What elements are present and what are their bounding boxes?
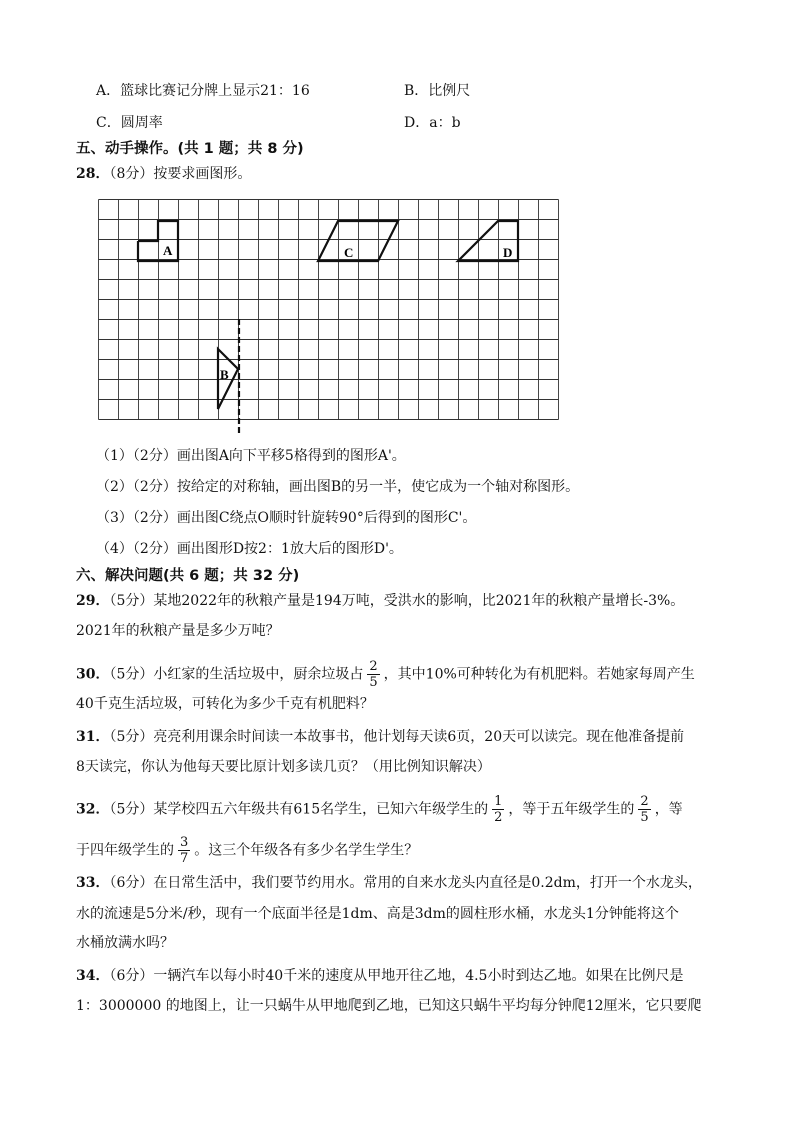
question-32-line-1 (76, 795, 683, 824)
question-33-line-1 (76, 873, 702, 893)
question-text: （5分）亮亮利用课余时间读一本故事书，他计划每天读6页，20天可以读完。现在他准备提前 (109, 729, 685, 745)
question-text: （6分）一辆汽车以每小时40千米的速度从甲地开往乙地，4.5小时到达乙地。如果在比例尺是 (109, 968, 684, 984)
section-5-heading: 五、动手操作。(共 1 题；共 8 分) (76, 141, 304, 157)
question-text: ，等于五年级学生的 (508, 801, 635, 818)
fraction-numerator: 2 (369, 659, 378, 674)
option-a: A．篮球比赛记分牌上显示21：16 (96, 83, 310, 99)
option-b: B．比例尺 (404, 83, 471, 99)
question-number: 29． (76, 593, 110, 609)
question-text: 于四年级学生的 (76, 842, 174, 859)
fraction (178, 836, 190, 865)
shape-a-label: A (163, 243, 173, 258)
shape-b-label: B (220, 367, 229, 382)
subquestion-4: （4）（2分）画出图形D按2：1放大后的图形D'。 (96, 541, 403, 557)
fraction-numerator: 2 (640, 794, 649, 809)
question-33-line-2: 水的流速是5分米/秒，现有一个底面半径是1dm、高是3dm的圆柱形水桶，水龙头1分钟能将这个 (76, 906, 679, 922)
question-28-stem (76, 164, 251, 184)
fraction-denominator: 5 (640, 810, 649, 825)
section-6-heading: 六、解决问题(共 6 题；共 32 分) (76, 568, 300, 584)
question-34-line-1 (76, 966, 683, 986)
question-number: 34． (76, 968, 110, 984)
subquestion-3: （3）（2分）画出图C绕点O顺时针旋转90°后得到的图形C'。 (96, 510, 477, 526)
question-number: 32． (76, 801, 110, 818)
fraction (492, 795, 504, 824)
question-29-line-1 (76, 591, 684, 611)
grid-lines (99, 200, 559, 420)
option-c: C．圆周率 (96, 115, 163, 131)
question-32-line-2 (76, 836, 418, 865)
question-30-line-2: 40千克生活垃圾，可转化为多少千克有机肥料？ (76, 696, 374, 712)
question-33-line-3: 水桶放满水吗？ (76, 935, 174, 951)
question-29-line-2: 2021年的秋粮产量是多少万吨？ (76, 623, 280, 639)
subquestion-1: （1）（2分）画出图A向下平移5格得到的图形A'。 (96, 448, 406, 464)
question-text: 。这三个年级各有多少名学生学生？ (194, 842, 419, 859)
question-number: 31． (76, 729, 110, 745)
question-text: （6分）在日常生活中，我们要节约用水。常用的自来水龙头内直径是0.2dm，打开一个水龙头， (109, 875, 702, 891)
question-number: 30． (76, 666, 110, 683)
subquestion-2: （2）（2分）按给定的对称轴，画出图B的另一半，使它成为一个轴对称图形。 (96, 479, 580, 495)
drawing-grid (98, 199, 560, 433)
fraction (367, 660, 379, 689)
question-31-line-1 (76, 727, 684, 747)
shape-c-label: C (344, 245, 354, 260)
question-text: ，其中10%可种转化为有机肥料。若她家每周产生 (383, 666, 695, 683)
question-34-line-2: 1：3000000 的地图上，让一只蜗牛从甲地爬到乙地，已知这只蜗牛平均每分钟爬12厘米，它只要爬 (76, 998, 702, 1014)
shape-c (318, 221, 398, 261)
fraction-denominator: 7 (180, 851, 189, 866)
question-text: （5分）小红家的生活垃圾中，厨余垃圾占 (109, 666, 364, 683)
fraction-numerator: 1 (494, 794, 503, 809)
fraction-denominator: 2 (494, 810, 503, 825)
fraction-denominator: 5 (369, 675, 378, 690)
question-number: 33． (76, 875, 110, 891)
question-number: 28． (76, 166, 110, 182)
question-text: （8分）按要求画图形。 (109, 166, 252, 182)
question-text: ，等 (654, 801, 683, 818)
fraction-numerator: 3 (180, 835, 189, 850)
shape-d-label: D (503, 245, 513, 260)
question-text: （5分）某地2022年的秋粮产量是194万吨，受洪水的影响，比2021年的秋粮产量增长-3%。 (109, 593, 685, 609)
question-31-line-2: 8天读完，你认为他每天要比原计划多读几页？（用比例知识解决） (76, 759, 491, 775)
question-30-line-1 (76, 660, 695, 689)
question-text: （5分）某学校四五六年级共有615名学生，已知六年级学生的 (109, 801, 489, 818)
option-d: D．a：b (404, 115, 461, 131)
fraction (638, 795, 650, 824)
